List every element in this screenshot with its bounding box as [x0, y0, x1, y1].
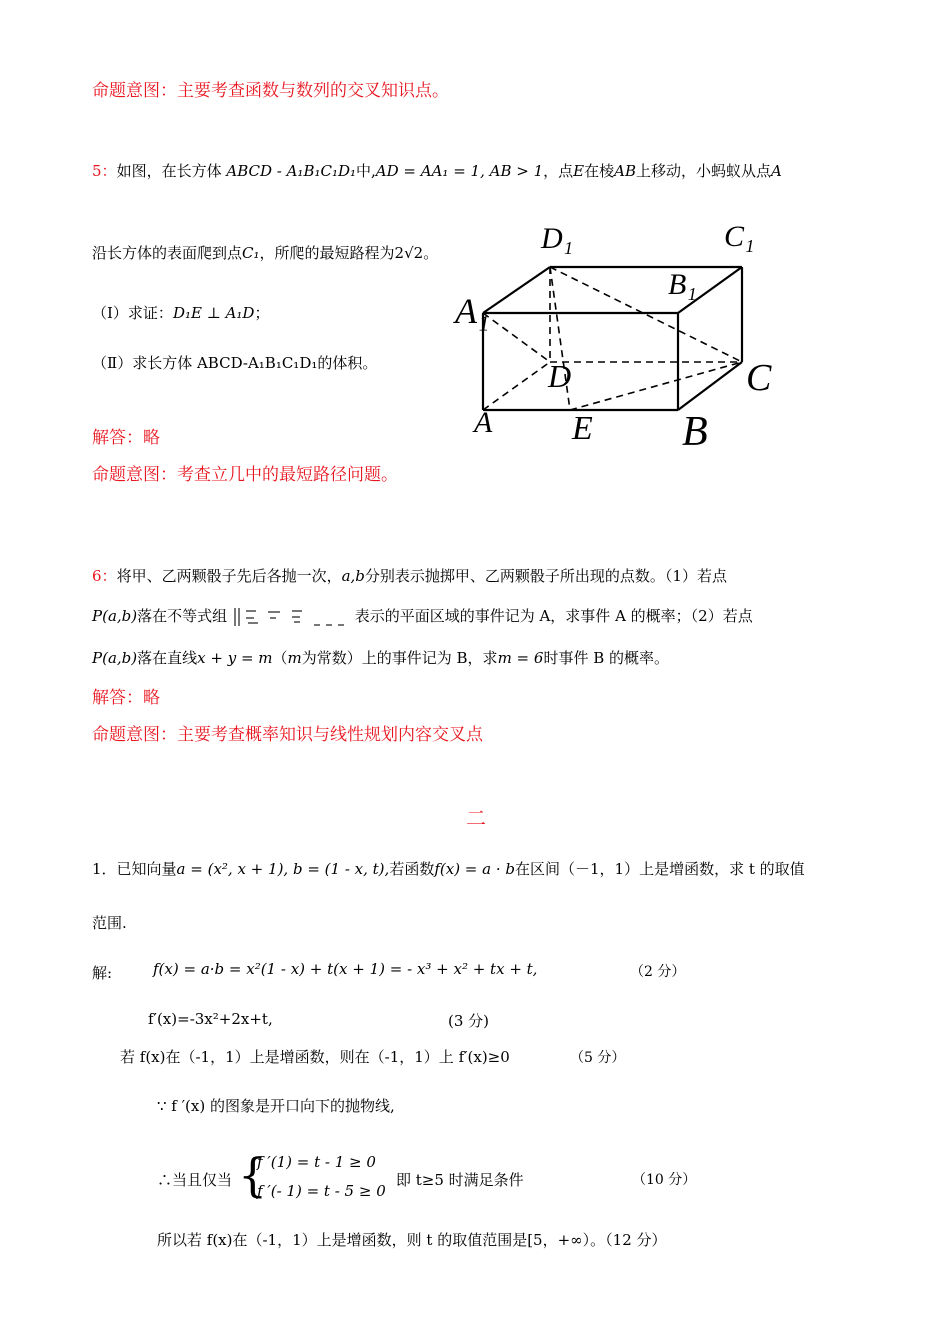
segment-ec [570, 362, 742, 410]
p5-part1-suffix: ； [254, 304, 270, 322]
score-5: （10 分） [632, 1172, 697, 1188]
problem-5-line-2 [92, 242, 438, 263]
p6-m: m [287, 649, 302, 667]
p5-part-2: （Ⅱ）求长方体 ABCD-A₁B₁C₁D₁的体积。 [92, 354, 378, 372]
p5-part1-math: D₁E ⊥ A₁D [172, 304, 255, 322]
label-c: C [746, 357, 772, 399]
solution-step-1: f(x) = a·b = x²(1 - x) + t(x + 1) = - x³ + x² + tx + t, [153, 960, 538, 978]
p5-line2-c: 。 [423, 244, 439, 262]
label-c1: C₁ [724, 220, 755, 253]
p5-line2-a: 沿长方体的表面爬到点 [92, 244, 243, 262]
diag-a1d [483, 313, 550, 362]
score-2: (3 分) [448, 1012, 490, 1030]
q1-line1-c: 在区间（－1，1）上是增函数，求 t 的取值 [515, 860, 805, 878]
edge-a1d1 [483, 267, 550, 313]
edge-bc [678, 362, 742, 410]
label-e: E [572, 410, 593, 447]
label-d1: D₁ [541, 222, 574, 255]
p5-line2-b: ，所爬的最短路程为 [259, 244, 395, 262]
p5-text-a: 如图，在长方体 [116, 162, 222, 180]
problem-6-line-1 [92, 565, 727, 586]
p6-line3-a: 落在直线 [137, 649, 198, 667]
p5-answer: 解答：略 [92, 428, 160, 448]
q1-function: f(x) = a · b [434, 860, 515, 878]
q1-line1-a: 1．已知向量 [92, 860, 177, 878]
p6-line3-d: 时事件 B 的概率。 [543, 649, 669, 667]
p5-condition: AD = AA₁ = 1, AB > 1 [375, 162, 544, 180]
p6-line2-b: 表示的平面区域的事件记为 A，求事件 A 的概率；（2）若点 [354, 607, 753, 625]
p5-point-e: E [573, 162, 585, 180]
p6-line1-b: 分别表示抛掷甲、乙两颗骰子所出现的点数。（1）若点 [364, 567, 727, 585]
cuboid-solid-edges [483, 267, 742, 410]
problem-5-number: 5 [92, 162, 102, 180]
solution-step-3: 若 f(x)在（-1，1）上是增函数，则在（-1，1）上 f′(x)≥0 [120, 1048, 510, 1066]
diag-d1c [550, 267, 742, 362]
p6-m-equals-6: m = 6 [497, 649, 544, 667]
p5-point-a: A [771, 162, 782, 180]
p6-line2-a: 落在不等式组 [137, 607, 228, 625]
system-equation-2: f ′(- 1) = t - 5 ≥ 0 [257, 1182, 386, 1200]
p5-edge-ab: AB [614, 162, 636, 180]
edge-ad [483, 362, 550, 410]
p6-point-p-2: P(a,b) [92, 649, 138, 667]
section-title: 二 [466, 806, 486, 830]
p5-part-1 [92, 302, 269, 323]
score-1: （2 分） [630, 964, 686, 980]
p5-shortest-path: 2√2 [394, 244, 424, 262]
solution-step-2: f′(x)=-3x²+2x+t, [148, 1010, 273, 1028]
inequality-system-image [232, 607, 350, 627]
solution-step-5-suffix: 即 t≥5 时满足条件 [396, 1171, 524, 1189]
p6-line-equation: x + y = m [197, 649, 273, 667]
p6-line3-b: （ [272, 649, 288, 667]
q1-line1-b: 若函数 [389, 860, 435, 878]
p5-part1-prefix: （Ⅰ）求证： [92, 304, 173, 322]
system-brace: { [238, 1148, 268, 1202]
p5-text-e: 上移动，小蚂蚁从点 [635, 162, 771, 180]
problem-6-line-2 [92, 605, 753, 627]
label-b: B [682, 409, 708, 455]
q1-line-2: 范围. [92, 914, 127, 932]
cuboid-hidden-edges [483, 267, 742, 410]
p5-text-b: 中, [356, 162, 376, 180]
problem-6-line-3 [92, 647, 669, 668]
p5-text-d: 在棱 [584, 162, 615, 180]
q1-vectors: a = (x², x + 1), b = (1 - x, t), [176, 860, 390, 878]
problem-6-colon: ： [101, 567, 117, 585]
cuboid-figure [450, 220, 790, 460]
solution-step-4: ∵ f ′(x) 的图象是开口向下的抛物线, [157, 1097, 395, 1115]
p6-line1-a: 将甲、乙两颗骰子先后各抛一次， [116, 567, 342, 585]
label-a: A [474, 406, 493, 439]
solution-label: 解: [92, 964, 113, 982]
label-b1: B₁ [668, 268, 697, 301]
q1-line-1 [92, 858, 805, 879]
solution-step-5-prefix: ∴当且仅当 [157, 1171, 233, 1189]
problem-6-number: 6 [92, 567, 102, 585]
p6-intent: 命题意图：主要考查概率知识与线性规划内容交叉点 [92, 725, 483, 745]
p6-point-p: P(a,b) [92, 607, 138, 625]
p6-ab: a,b [341, 567, 365, 585]
p5-intent: 命题意图：考查立几中的最短路径问题。 [92, 465, 398, 485]
system-equation-1: f ′(1) = t - 1 ≥ 0 [257, 1153, 376, 1171]
label-a1: A₁ [455, 291, 490, 331]
p5-text-c: ，点 [543, 162, 574, 180]
problem-5-line-1 [92, 160, 782, 181]
solution-conclusion: 所以若 f(x)在（-1，1）上是增函数，则 t 的取值范围是[5，+∞）。（12 分） [157, 1231, 667, 1249]
p5-cuboid-name: ABCD - A₁B₁C₁D₁ [226, 162, 357, 180]
problem-5-colon: ： [101, 162, 117, 180]
label-d: D [548, 358, 572, 394]
p6-answer: 解答：略 [92, 688, 160, 708]
p6-line3-c: 为常数）上的事件记为 B，求 [301, 649, 498, 667]
p5-point-c1: C₁ [242, 244, 260, 262]
intent-1: 命题意图：主要考查函数与数列的交叉知识点。 [92, 81, 449, 101]
score-3: （5 分） [570, 1050, 626, 1066]
